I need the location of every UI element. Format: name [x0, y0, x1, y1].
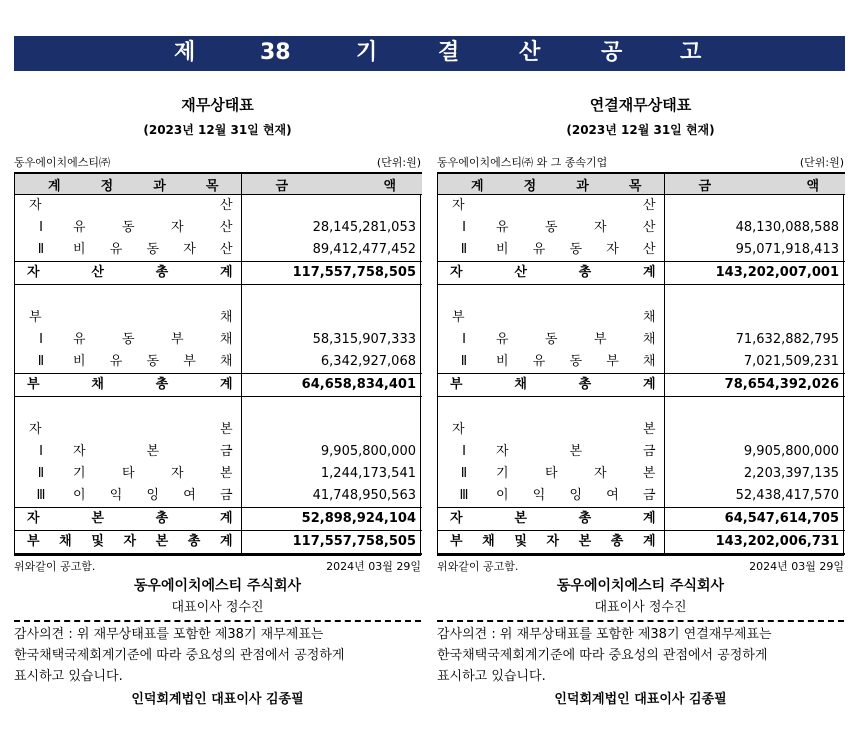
label-char: 이 — [73, 488, 86, 503]
label-char: 자 — [183, 242, 196, 257]
audit-opinion — [437, 620, 844, 687]
label-char: 부 — [450, 377, 463, 392]
label-char: 목 — [628, 178, 642, 194]
spacer-row — [15, 397, 422, 420]
label-char: 비 — [496, 354, 509, 369]
statement-title: 연결재무상태표 — [589, 96, 692, 114]
line-item-label — [438, 351, 664, 373]
label-char: 자 — [450, 265, 463, 280]
account-column-header — [438, 175, 664, 194]
line-item-label — [15, 485, 241, 507]
label-char: 계 — [642, 265, 656, 280]
label-char: 유 — [73, 332, 86, 347]
label-char: 여 — [606, 488, 619, 503]
label-char: 금 — [642, 488, 656, 503]
label-char: 본 — [514, 511, 527, 526]
amount-column-header — [665, 175, 846, 194]
section-total-label — [438, 508, 664, 530]
label-char: 산 — [219, 242, 233, 257]
roman-numeral: Ⅲ — [36, 488, 46, 503]
section-total-label — [438, 374, 664, 396]
section-heading — [15, 307, 241, 329]
label-char: 정 — [523, 178, 537, 194]
label-char: 채 — [59, 534, 72, 549]
section-total-label — [438, 262, 664, 284]
line-item-row — [15, 329, 422, 351]
audit-line: 표시하고 있습니다. — [14, 669, 123, 684]
label-char: 산 — [91, 265, 104, 280]
label-char: 총 — [578, 265, 592, 280]
section-total-row — [15, 262, 422, 285]
balance-sheet-panel — [14, 94, 421, 711]
notice-date: 2024년 03월 29일 — [749, 560, 844, 573]
line-item-label — [438, 329, 664, 351]
section-total-label — [15, 374, 241, 396]
line-item-row — [15, 239, 422, 262]
label-char: 유 — [496, 220, 509, 235]
statement-table-box — [14, 172, 421, 556]
line-item-label — [15, 217, 241, 239]
line-item-label — [15, 441, 241, 463]
line-item-row — [438, 463, 845, 485]
label-char: 잉 — [569, 488, 583, 503]
label-char: 채 — [514, 377, 527, 392]
label-char: 계 — [48, 178, 61, 194]
label-char: 유 — [532, 354, 546, 369]
line-item-amount: 1,244,173,541 — [320, 466, 416, 481]
roman-numeral: Ⅱ — [37, 242, 45, 257]
label-char: 계 — [471, 178, 484, 194]
label-char: 본 — [219, 466, 233, 481]
line-item-amount: 48,130,088,588 — [735, 220, 839, 235]
label-char: 산 — [219, 220, 233, 235]
label-char: 동 — [121, 332, 135, 347]
label-char: 액 — [383, 178, 396, 194]
line-item-amount: 89,412,477,452 — [312, 242, 416, 257]
banner-char: 고 — [680, 40, 702, 65]
grand-total-label — [15, 531, 241, 553]
section-heading-row — [438, 195, 845, 218]
label-char: 비 — [73, 242, 86, 257]
label-char: 자 — [170, 220, 184, 235]
label-char: 본 — [578, 534, 592, 549]
auditor-name: 인덕회계법인 대표이사 김종필 — [554, 692, 727, 707]
section-heading — [438, 195, 664, 217]
grand-total-row — [15, 531, 422, 555]
unit-label: (단위:원) — [376, 156, 421, 169]
label-char: 총 — [610, 534, 624, 549]
label-char: 과 — [153, 178, 166, 194]
roman-numeral: Ⅰ — [39, 332, 43, 347]
label-char: 자 — [27, 511, 40, 526]
label-char: 동 — [569, 354, 583, 369]
label-char: 부 — [170, 332, 184, 347]
notice-date: 2024년 03월 29일 — [326, 560, 421, 573]
label-char: 금 — [275, 178, 289, 194]
section-total-amount: 117,557,758,505 — [241, 262, 422, 285]
line-item-label — [438, 239, 664, 261]
label-char: 채 — [91, 377, 104, 392]
label-char: 자 — [593, 466, 607, 481]
label-char: 채 — [642, 354, 656, 369]
section-total-row — [15, 508, 422, 531]
label-char: 본 — [219, 422, 233, 437]
spacer-row — [438, 397, 845, 420]
label-char: 채 — [219, 354, 233, 369]
label-char: 기 — [496, 466, 509, 481]
label-char: 자 — [496, 444, 509, 459]
section-heading — [438, 307, 664, 329]
label-char: 유 — [496, 332, 509, 347]
label-char: 계 — [219, 511, 233, 526]
line-item-label — [15, 239, 241, 261]
line-item-label — [438, 463, 664, 485]
section-heading-row — [15, 419, 422, 441]
line-item-row — [438, 217, 845, 239]
audit-line: 한국채택국제회계기준에 따라 중요성의 관점에서 공정하게 — [437, 648, 768, 663]
label-char: 자 — [546, 534, 560, 549]
roman-numeral: Ⅱ — [37, 466, 45, 481]
label-char: 잉 — [146, 488, 160, 503]
label-char: 유 — [73, 220, 86, 235]
label-char: 유 — [532, 242, 546, 257]
label-char: 자 — [29, 422, 42, 437]
label-char: 비 — [73, 354, 86, 369]
roman-numeral: Ⅰ — [462, 444, 466, 459]
line-item-amount: 52,438,417,570 — [735, 488, 839, 503]
statement-table — [438, 172, 845, 555]
label-char: 자 — [593, 220, 607, 235]
roman-numeral: Ⅲ — [459, 488, 469, 503]
line-item-row — [438, 239, 845, 262]
label-char: 산 — [642, 220, 656, 235]
label-char: 계 — [219, 265, 233, 280]
line-item-amount: 2,203,397,135 — [743, 466, 839, 481]
table-header-row — [438, 173, 845, 195]
section-total-row — [438, 374, 845, 397]
label-char: 본 — [569, 444, 583, 459]
label-char: 총 — [155, 511, 169, 526]
line-item-row — [15, 217, 422, 239]
label-char: 동 — [121, 220, 135, 235]
label-char: 채 — [482, 534, 495, 549]
grand-total-label — [438, 531, 664, 553]
label-char: 비 — [496, 242, 509, 257]
line-item-label — [15, 463, 241, 485]
section-total-amount: 52,898,924,104 — [241, 508, 422, 531]
line-item-amount: 7,021,509,231 — [743, 354, 839, 369]
banner-char: 산 — [519, 40, 541, 65]
company-name: 동우에이치에스티 주식회사 — [556, 578, 725, 594]
roman-numeral: Ⅰ — [462, 220, 466, 235]
as-of-date: (2023년 12월 31일 현재) — [566, 123, 715, 137]
spacer-row — [15, 285, 422, 308]
line-item-label — [15, 351, 241, 373]
unit-label: (단위:원) — [799, 156, 844, 169]
line-item-label — [438, 485, 664, 507]
audit-line: 감사의견 : 위 재무상태표를 포함한 제38기 재무제표는 — [14, 627, 324, 642]
roman-numeral: Ⅰ — [39, 444, 43, 459]
label-char: 유 — [109, 354, 123, 369]
announcement-banner — [14, 36, 845, 71]
spacer-row — [438, 285, 845, 308]
label-char: 부 — [183, 354, 196, 369]
audit-line: 감사의견 : 위 재무상태표를 포함한 제38기 연결재무제표는 — [437, 627, 772, 642]
line-item-row — [438, 485, 845, 508]
label-char: 자 — [452, 422, 465, 437]
statement-meta — [14, 154, 421, 172]
label-char: 본 — [642, 466, 656, 481]
roman-numeral: Ⅱ — [460, 242, 468, 257]
line-item-row — [15, 351, 422, 374]
grand-total-amount: 117,557,758,505 — [241, 531, 422, 555]
label-char: 기 — [73, 466, 86, 481]
label-char: 계 — [219, 377, 233, 392]
label-char: 자 — [170, 466, 184, 481]
notice-row — [14, 556, 421, 572]
label-char: 여 — [183, 488, 196, 503]
label-char: 계 — [642, 534, 656, 549]
banner-char: 결 — [438, 40, 460, 65]
label-char: 본 — [91, 511, 104, 526]
label-char: 금 — [219, 444, 233, 459]
label-char: 액 — [806, 178, 819, 194]
label-char: 본 — [146, 444, 160, 459]
label-char: 및 — [514, 534, 527, 549]
label-char: 자 — [123, 534, 137, 549]
label-char: 금 — [219, 488, 233, 503]
roman-numeral: Ⅰ — [462, 332, 466, 347]
section-heading — [438, 419, 664, 441]
label-char: 채 — [219, 310, 233, 325]
label-char: 총 — [155, 265, 169, 280]
audit-line: 표시하고 있습니다. — [437, 669, 546, 684]
label-char: 자 — [73, 444, 86, 459]
section-heading — [15, 195, 241, 217]
section-total-amount: 143,202,007,001 — [664, 262, 845, 285]
label-char: 목 — [205, 178, 219, 194]
label-char: 부 — [450, 534, 463, 549]
label-char: 타 — [121, 466, 135, 481]
label-char: 부 — [27, 377, 40, 392]
label-char: 과 — [576, 178, 589, 194]
line-item-amount: 9,905,800,000 — [743, 444, 839, 459]
label-char: 동 — [146, 354, 160, 369]
label-char: 총 — [155, 377, 169, 392]
auditor-name: 인덕회계법인 대표이사 김종필 — [131, 692, 304, 707]
label-char: 계 — [642, 511, 656, 526]
roman-numeral: Ⅱ — [460, 354, 468, 369]
audit-line: 한국채택국제회계기준에 따라 중요성의 관점에서 공정하게 — [14, 648, 345, 663]
label-char: 익 — [532, 488, 546, 503]
label-char: 자 — [450, 511, 463, 526]
section-heading — [15, 419, 241, 441]
section-total-row — [438, 508, 845, 531]
label-char: 채 — [642, 310, 656, 325]
account-column-header — [15, 175, 241, 194]
section-total-row — [15, 374, 422, 397]
label-char: 동 — [544, 220, 558, 235]
line-item-row — [15, 463, 422, 485]
line-item-row — [438, 351, 845, 374]
label-char: 본 — [155, 534, 169, 549]
label-char: 채 — [642, 332, 656, 347]
line-item-amount: 9,905,800,000 — [320, 444, 416, 459]
section-heading-row — [15, 195, 422, 218]
label-char: 산 — [642, 198, 656, 213]
grand-total-row — [438, 531, 845, 555]
line-item-amount: 95,071,918,413 — [735, 242, 839, 257]
audit-opinion — [14, 620, 421, 687]
ceo-name: 대표이사 정수진 — [171, 600, 264, 615]
label-char: 동 — [146, 242, 160, 257]
banner-char: 제 — [174, 40, 196, 65]
as-of-date: (2023년 12월 31일 현재) — [143, 123, 292, 137]
notice-row — [437, 556, 844, 572]
line-item-amount: 41,748,950,563 — [312, 488, 416, 503]
label-char: 산 — [514, 265, 527, 280]
section-total-amount: 78,654,392,026 — [664, 374, 845, 397]
label-char: 산 — [642, 242, 656, 257]
label-char: 계 — [219, 534, 233, 549]
label-char: 부 — [606, 354, 619, 369]
ceo-name: 대표이사 정수진 — [594, 600, 687, 615]
notice-text: 위와같이 공고함. — [437, 560, 519, 573]
section-heading-row — [438, 307, 845, 329]
section-total-label — [15, 508, 241, 530]
label-char: 부 — [452, 310, 465, 325]
label-char: 자 — [29, 198, 42, 213]
section-heading-row — [15, 307, 422, 329]
line-item-row — [15, 441, 422, 463]
line-item-amount: 28,145,281,053 — [312, 220, 416, 235]
label-char: 자 — [452, 198, 465, 213]
banner-char: 기 — [356, 40, 378, 65]
company-label: 동우에이치에스티㈜ — [14, 156, 111, 169]
line-item-label — [15, 329, 241, 351]
line-item-amount: 71,632,882,795 — [735, 332, 839, 347]
label-char: 채 — [219, 332, 233, 347]
label-char: 산 — [219, 198, 233, 213]
label-char: 총 — [578, 511, 592, 526]
line-item-label — [438, 441, 664, 463]
label-char: 부 — [593, 332, 607, 347]
label-char: 총 — [187, 534, 201, 549]
amount-column-header — [242, 175, 423, 194]
section-heading-row — [438, 419, 845, 441]
table-header-row — [15, 173, 422, 195]
label-char: 부 — [27, 534, 40, 549]
section-total-amount: 64,658,834,401 — [241, 374, 422, 397]
consolidated-balance-sheet-panel — [437, 94, 844, 711]
label-char: 및 — [91, 534, 104, 549]
line-item-row — [438, 441, 845, 463]
notice-text: 위와같이 공고함. — [14, 560, 96, 573]
statement-table-box — [437, 172, 844, 556]
line-item-row — [438, 329, 845, 351]
label-char: 자 — [606, 242, 619, 257]
line-item-label — [438, 217, 664, 239]
section-total-label — [15, 262, 241, 284]
line-item-amount: 58,315,907,333 — [312, 332, 416, 347]
line-item-amount: 6,342,927,068 — [320, 354, 416, 369]
grand-total-amount: 143,202,006,731 — [664, 531, 845, 555]
roman-numeral: Ⅱ — [460, 466, 468, 481]
label-char: 부 — [29, 310, 42, 325]
label-char: 이 — [496, 488, 509, 503]
statement-meta — [437, 154, 844, 172]
banner-period: 38 — [260, 40, 291, 65]
banner-char: 공 — [601, 40, 623, 65]
label-char: 총 — [578, 377, 592, 392]
line-item-row — [15, 485, 422, 508]
section-total-amount: 64,547,614,705 — [664, 508, 845, 531]
label-char: 유 — [109, 242, 123, 257]
label-char: 타 — [544, 466, 558, 481]
label-char: 계 — [642, 377, 656, 392]
label-char: 정 — [100, 178, 114, 194]
roman-numeral: Ⅱ — [37, 354, 45, 369]
section-total-row — [438, 262, 845, 285]
statement-table — [15, 172, 422, 555]
company-name: 동우에이치에스티 주식회사 — [133, 578, 302, 594]
label-char: 금 — [698, 178, 712, 194]
roman-numeral: Ⅰ — [39, 220, 43, 235]
label-char: 동 — [544, 332, 558, 347]
label-char: 동 — [569, 242, 583, 257]
statement-title: 재무상태표 — [181, 96, 254, 114]
company-label: 동우에이치에스티㈜ 와 그 종속기업 — [437, 156, 608, 169]
label-char: 익 — [109, 488, 123, 503]
label-char: 자 — [27, 265, 40, 280]
label-char: 본 — [642, 422, 656, 437]
label-char: 금 — [642, 444, 656, 459]
